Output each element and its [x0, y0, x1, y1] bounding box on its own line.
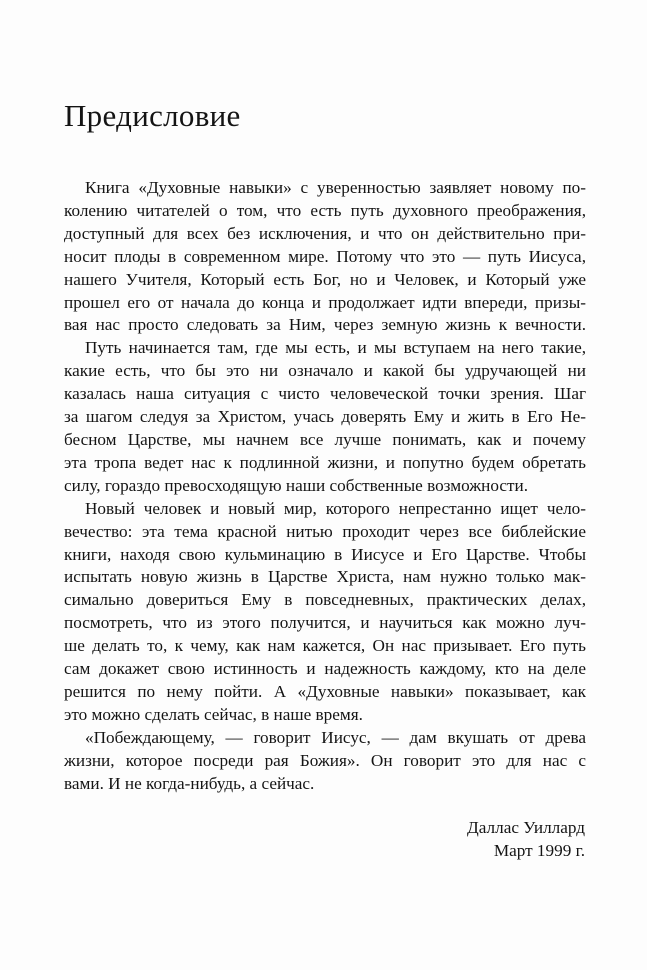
text-line: посмотреть, что из этого получится, и научиться как можно луч-	[64, 613, 586, 633]
text-line: доступный для всех без исключения, и что он действительно при-	[64, 223, 586, 243]
text-line: эта тропа ведет нас к подлинной жизни, и попутно будем обретать	[64, 452, 586, 472]
text-line: бесном Царстве, мы начнем все лучше понимать, как и почему	[64, 429, 586, 449]
text-line: за шагом следуя за Христом, учась доверять Ему и жить в Его Не-	[64, 407, 586, 427]
text-line: испытать новую жизнь в Царстве Христа, нам нужно только мак-	[64, 567, 586, 587]
paragraph-1	[64, 177, 586, 337]
text-line: вая нас просто следовать за Ним, через земную жизнь к вечности.	[64, 315, 586, 335]
text-line: колению читателей о том, что есть путь духовного преображения,	[64, 200, 586, 220]
text-line: Новый человек и новый мир, которого непрестанно ищет чело-	[85, 498, 586, 518]
text-line: «Побеждающему, — говорит Иисус, — дам вкушать от древа	[85, 727, 586, 747]
text-line: носит плоды в современном мире. Потому что это — путь Иисуса,	[64, 246, 586, 266]
author-name: Даллас Уиллард	[467, 818, 585, 837]
text-line: симально довериться Ему в повседневных, практических делах,	[64, 590, 586, 610]
text-line: нашего Учителя, Который есть Бог, но и Человек, и Который уже	[64, 269, 586, 289]
text-line: книги, находя свою кульминацию в Иисусе и Его Царстве. Чтобы	[64, 544, 586, 564]
text-line: прошел его от начала до конца и продолжает идти впереди, призы-	[64, 292, 586, 312]
text-line: жизни, которое посреди рая Божия». Он говорит это для нас с	[64, 750, 586, 770]
text-line: ше делать то, к чему, как нам кажется, Он нас призывает. Его путь	[64, 636, 586, 656]
text-line: силу, гораздо превосходящую наши собственные возможности.	[64, 475, 529, 495]
text-line: Путь начинается там, где мы есть, и мы вступаем на него такие,	[85, 338, 586, 358]
preface-body	[64, 177, 586, 795]
text-line: вечество: эта тема красной нитью проходит через все библейские	[64, 521, 586, 541]
text-line: решится по нему пойти. А «Духовные навыки» показывает, как	[64, 681, 586, 701]
paragraph-4	[64, 727, 586, 796]
signature-block	[467, 817, 585, 863]
text-line: Книга «Духовные навыки» с уверенностью заявляет новому по-	[85, 178, 586, 197]
text-line: это можно сделать сейчас, в наше время.	[64, 704, 363, 724]
paragraph-3	[64, 498, 586, 727]
text-line: какие есть, что бы это ни означало и какой бы удручающей ни	[64, 361, 586, 381]
text-line: казалась наша ситуация с чисто человеческой точки зрения. Шаг	[64, 384, 586, 404]
paragraph-2	[64, 337, 586, 497]
signature-date: Март 1999 г.	[493, 840, 585, 860]
text-line: вами. И не когда-нибудь, а сейчас.	[64, 773, 315, 793]
text-line: сам докажет свою истинность и надежность каждому, кто на деле	[64, 659, 586, 679]
page-title: Предисловие	[64, 98, 241, 133]
